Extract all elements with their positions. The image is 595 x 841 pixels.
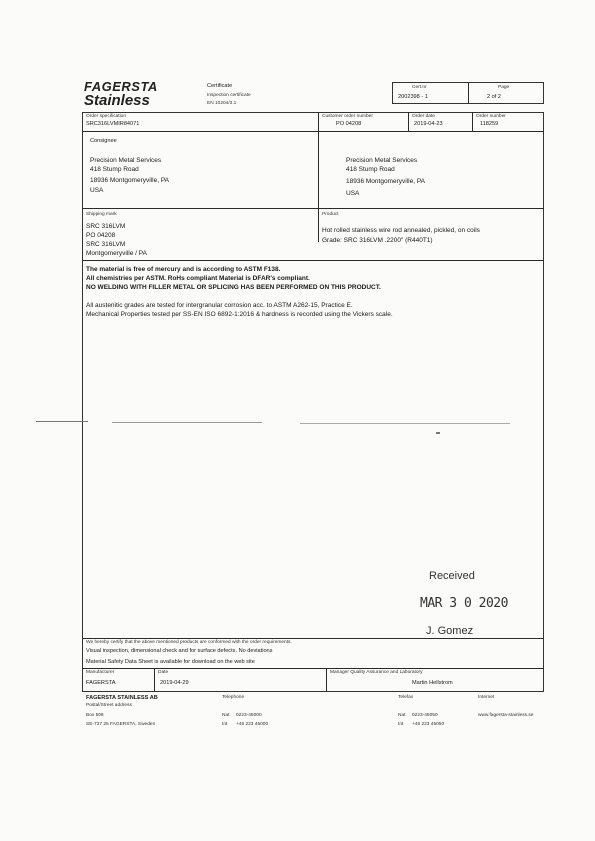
doc-title: Certificate bbox=[207, 83, 233, 89]
received-stamp-title: Received bbox=[429, 570, 475, 582]
logo-text-top: FAGERSTA bbox=[84, 79, 158, 94]
footer-tel-nat: 0223-45000 bbox=[236, 713, 262, 718]
statement-corrosion: All austenitic grades are tested for intergranular corrosion acc. to ASTM A262-15, Practice E. bbox=[86, 302, 353, 309]
customer-line-4: USA bbox=[346, 190, 360, 197]
qa-manager-name: Martin Hellstrom bbox=[412, 680, 453, 686]
consignee-line-1: Precision Metal Services bbox=[90, 157, 162, 164]
footer-postal-label: Postal/Street address bbox=[86, 703, 132, 708]
specification-label: Order specification bbox=[86, 114, 126, 119]
signoff-date-label: Date bbox=[158, 670, 169, 675]
received-stamp-signature: J. Gomez bbox=[426, 625, 474, 637]
footer-fax-nat-prefix: Nat bbox=[398, 713, 406, 718]
footer-city: SE-737 25 FAGERSTA, Sweden bbox=[86, 722, 156, 727]
order-date-label: Order date bbox=[412, 114, 435, 119]
doc-standard: EN 10204/3.1 bbox=[207, 101, 237, 106]
doc-subtitle: Inspection certificate bbox=[207, 93, 251, 98]
logo-text-bottom: Stainless bbox=[84, 92, 150, 109]
customer-line-2: 418 Stump Road bbox=[346, 166, 395, 173]
customer-line-1: Precision Metal Services bbox=[346, 157, 418, 164]
shipping-line-3: SRC 316LVM bbox=[86, 241, 126, 248]
consignee-line-3: 18936 Montgomeryville, PA bbox=[90, 177, 170, 184]
order-date-value: 2019-04-23 bbox=[414, 121, 443, 127]
received-stamp-date: MAR 3 0 2020 bbox=[420, 596, 508, 611]
customer-order-value: PO 04208 bbox=[336, 121, 362, 127]
footer-internet-label: Internet bbox=[478, 695, 495, 700]
footer-internet-value: www.fagersta-stainless.se bbox=[478, 713, 534, 718]
consignee-line-4: USA bbox=[90, 187, 104, 194]
footer-company: FAGERSTA STAINLESS AB bbox=[86, 695, 158, 701]
page-value: 2 of 2 bbox=[487, 94, 501, 100]
product-grade: Grade: SRC 316LVM .2200" (R440T1) bbox=[322, 237, 433, 244]
declaration-line-2: Visual inspection, dimensional check and for surface defects. No deviations bbox=[86, 648, 273, 654]
footer-tel-int-prefix: Int bbox=[222, 722, 228, 727]
statement-chemistry: All chemistries per ASTM. RoHs compliant Material is DFAR's compliant. bbox=[86, 275, 310, 282]
cert-number-label: Cert.nr bbox=[412, 85, 427, 90]
statement-mechanical: Mechanical Properties tested per SS-EN ISO 6892-1:2016 & hardness is recorded using the Vickers scale. bbox=[86, 311, 393, 318]
footer-street: Box 508 bbox=[86, 713, 104, 718]
footer-tel-nat-prefix: Nat bbox=[222, 713, 230, 718]
footer-fax-int: +46 223 45050 bbox=[412, 722, 445, 727]
footer-telephone-label: Telephone bbox=[222, 695, 245, 700]
shipping-line-2: PO 04208 bbox=[86, 232, 116, 239]
consignee-line-2: 418 Stump Road bbox=[90, 166, 139, 173]
customer-line-3: 18936 Montgomeryville, PA bbox=[346, 178, 426, 185]
footer-fax-int-prefix: Int bbox=[398, 722, 404, 727]
specification-value: SRC316LVMIR84071 bbox=[86, 121, 140, 127]
product-description: Hot rolled stainless wire rod annealed, pickled, on coils bbox=[322, 227, 480, 234]
shipping-line-1: SRC 316LVM bbox=[86, 223, 126, 230]
consignee-label: Consignee bbox=[90, 138, 117, 144]
manufacturer-label: Manufacturer bbox=[86, 670, 115, 675]
footer-telefax-label: Telefax bbox=[398, 695, 414, 700]
manufacturer-value: FAGERSTA bbox=[86, 680, 116, 686]
cert-number-value: 2002398 - 1 bbox=[398, 94, 428, 100]
statement-mercury: The material is free of mercury and is according to ASTM F138. bbox=[86, 266, 281, 273]
footer-fax-nat: 0223-45050 bbox=[412, 713, 438, 718]
received-stamp bbox=[412, 570, 522, 640]
order-number-label: Order number bbox=[476, 114, 506, 119]
company-logo bbox=[84, 80, 174, 108]
statement-welding: NO WELDING WITH FILLER METAL OR SPLICING HAS BEEN PERFORMED ON THIS PRODUCT. bbox=[86, 284, 381, 291]
qa-manager-label: Manager Quality Assurance and Laboratory bbox=[330, 670, 423, 675]
product-label: Product bbox=[322, 212, 339, 217]
declaration-line-1: We hereby certify that the above mentioned products are conformed with the order requirements. bbox=[86, 640, 292, 645]
declaration-line-3: Material Safety Data Sheet is available for download on the web site bbox=[86, 659, 255, 665]
signoff-date-value: 2019-04-29 bbox=[160, 680, 189, 686]
page-label: Page bbox=[498, 85, 510, 90]
shipping-line-4: Montgomeryville / PA bbox=[86, 250, 147, 257]
shipping-mark-label: Shipping mark bbox=[86, 212, 117, 217]
customer-order-label: Customer order number bbox=[322, 114, 373, 119]
footer-tel-int: +46 223 45000 bbox=[236, 722, 269, 727]
order-number-value: 118259 bbox=[480, 121, 499, 127]
